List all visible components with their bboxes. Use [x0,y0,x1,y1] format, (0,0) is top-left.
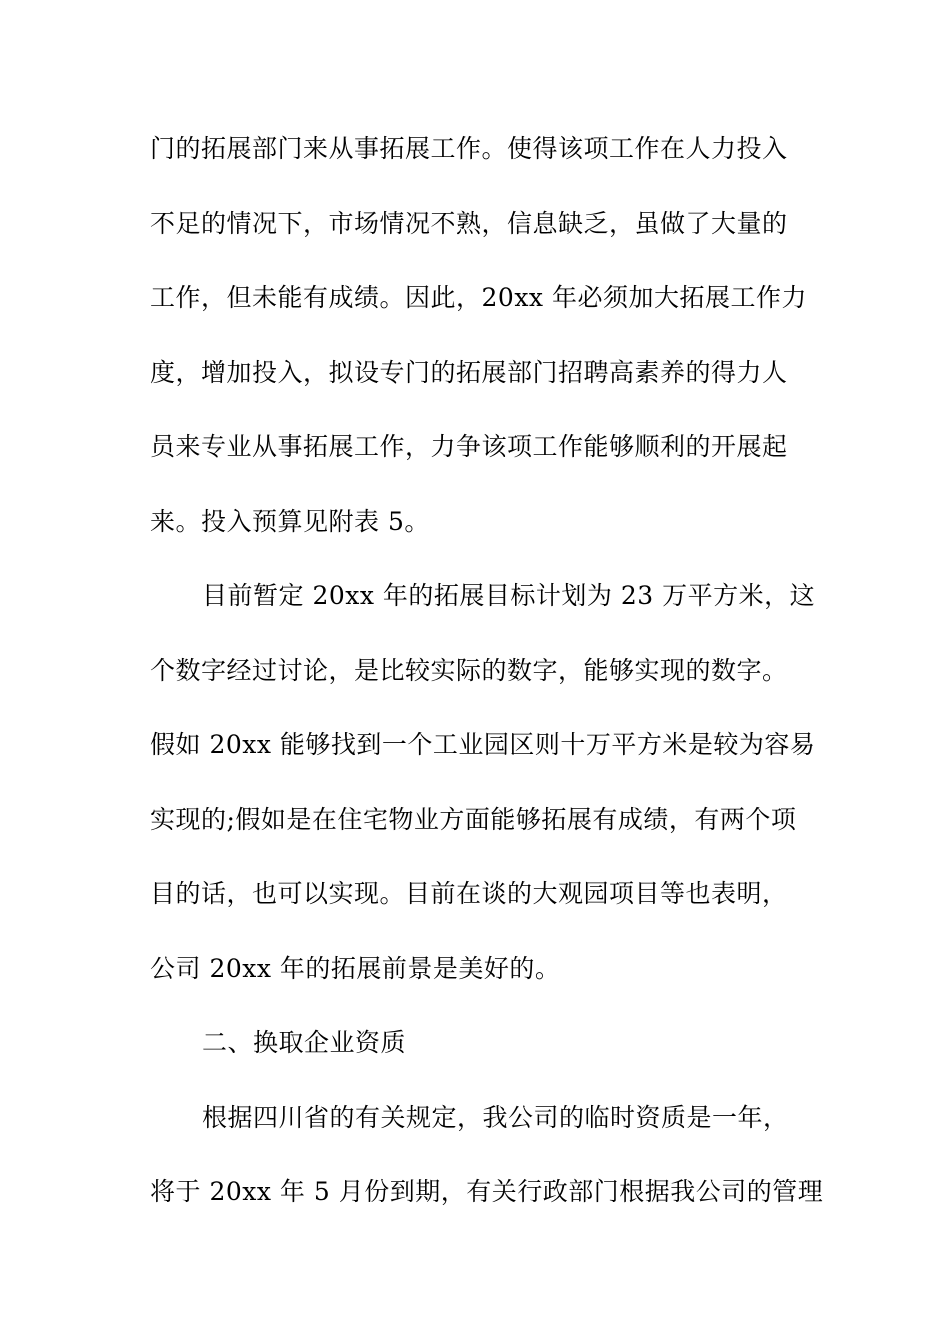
text-line: 实现的;假如是在住宅物业方面能够拓展有成绩，有两个项 [150,804,797,834]
text-line: 将于 20xx 年 5 月份到期，有关行政部门根据我公司的管理 [150,1177,824,1206]
paragraph-start-line: 目前暂定 20xx 年的拓展目标计划为 23 万平方米，这 [202,581,816,610]
paragraph-start-line: 根据四川省的有关规定，我公司的临时资质是一年， [202,1102,789,1132]
text-line: 目的话，也可以实现。目前在谈的大观园项目等也表明， [150,879,788,908]
text-line: 工作，但未能有成绩。因此，20xx 年必须加大拓展工作力 [150,283,807,312]
text-line: 来。投入预算见附表 5。 [150,506,430,536]
document-body [150,130,824,1248]
text-line: 假如 20xx 能够找到一个工业园区则十万平方米是较为容易 [150,730,816,759]
text-line: 员来专业从事拓展工作，力争该项工作能够顺利的开展起 [150,432,788,461]
text-line: 个数字经过讨论，是比较实际的数字，能够实现的数字。 [150,655,788,685]
text-line: 不足的情况下，市场情况不熟，信息缺乏，虽做了大量的 [150,208,788,238]
text-line: 门的拓展部门来从事拓展工作。使得该项工作在人力投入 [150,134,788,163]
text-line: 度，增加投入，拟设专门的拓展部门招聘高素养的得力人 [150,357,788,387]
text-line: 公司 20xx 年的拓展前景是美好的。 [150,953,561,983]
section-heading: 二、换取企业资质 [202,1028,407,1057]
